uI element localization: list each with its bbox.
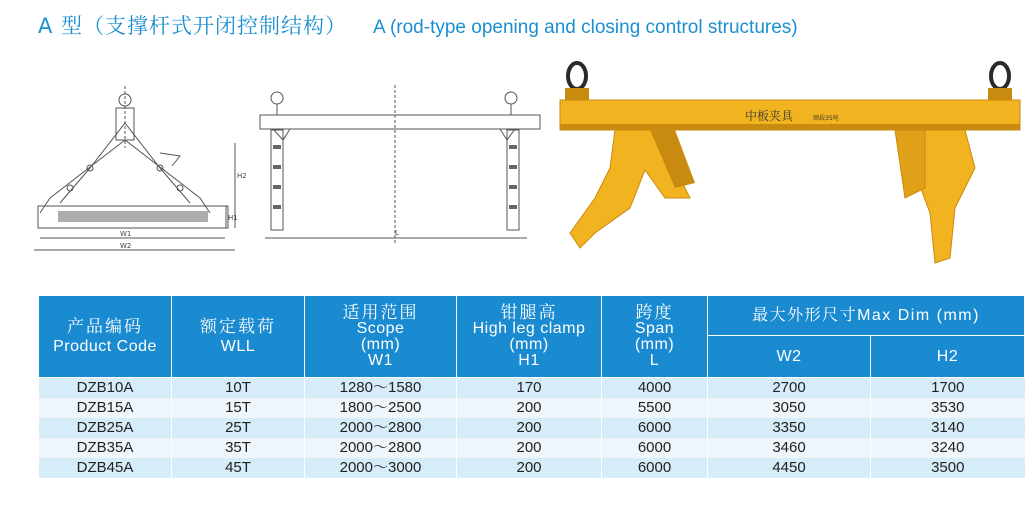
header-max-dim: 最大外形尺寸Max Dim (mm)	[708, 296, 1025, 336]
table-row: DZB15A 15T 1800～2500 200 5500 3050 3530	[39, 398, 1025, 418]
header-product-code: 产品编码 Product Code	[39, 296, 172, 378]
beam-side-drawing	[255, 80, 550, 250]
product-photo	[555, 58, 1025, 273]
header-scope: 适用范围 Scope (mm) W1	[305, 296, 457, 378]
table-row: DZB25A 25T 2000～2800 200 6000 3350 3140	[39, 418, 1025, 438]
header-span: 跨度 Span (mm) L	[602, 296, 708, 378]
table-row: DZB45A 45T 2000～3000 200 6000 4450 3500	[39, 458, 1025, 478]
title-chinese: A 型（支撑杆式开闭控制结构）	[38, 14, 348, 38]
header-leg: 钳腿高 High leg clamp (mm) H1	[457, 296, 602, 378]
header-h2: H2	[871, 336, 1025, 378]
table-row: DZB10A 10T 1280～1580 170 4000 2700 1700	[39, 378, 1025, 399]
spec-table	[38, 295, 1025, 478]
label-h1: H1	[228, 214, 238, 222]
label-h2: H2	[237, 172, 247, 180]
table-row: DZB35A 35T 2000～2800 200 6000 3460 3240	[39, 438, 1025, 458]
header-w2: W2	[708, 336, 871, 378]
page-title	[38, 10, 798, 44]
label-w2: W2	[120, 242, 132, 250]
label-w1: W1	[120, 230, 132, 238]
label-l: L	[395, 229, 399, 237]
beam-text: 中板夹具	[745, 109, 794, 123]
title-english: A (rod-type opening and closing control structures)	[373, 17, 798, 38]
header-wll: 额定载荷 WLL	[172, 296, 305, 378]
clamp-front-drawing	[30, 78, 250, 263]
beam-small-text: 额载35吨	[813, 115, 839, 122]
